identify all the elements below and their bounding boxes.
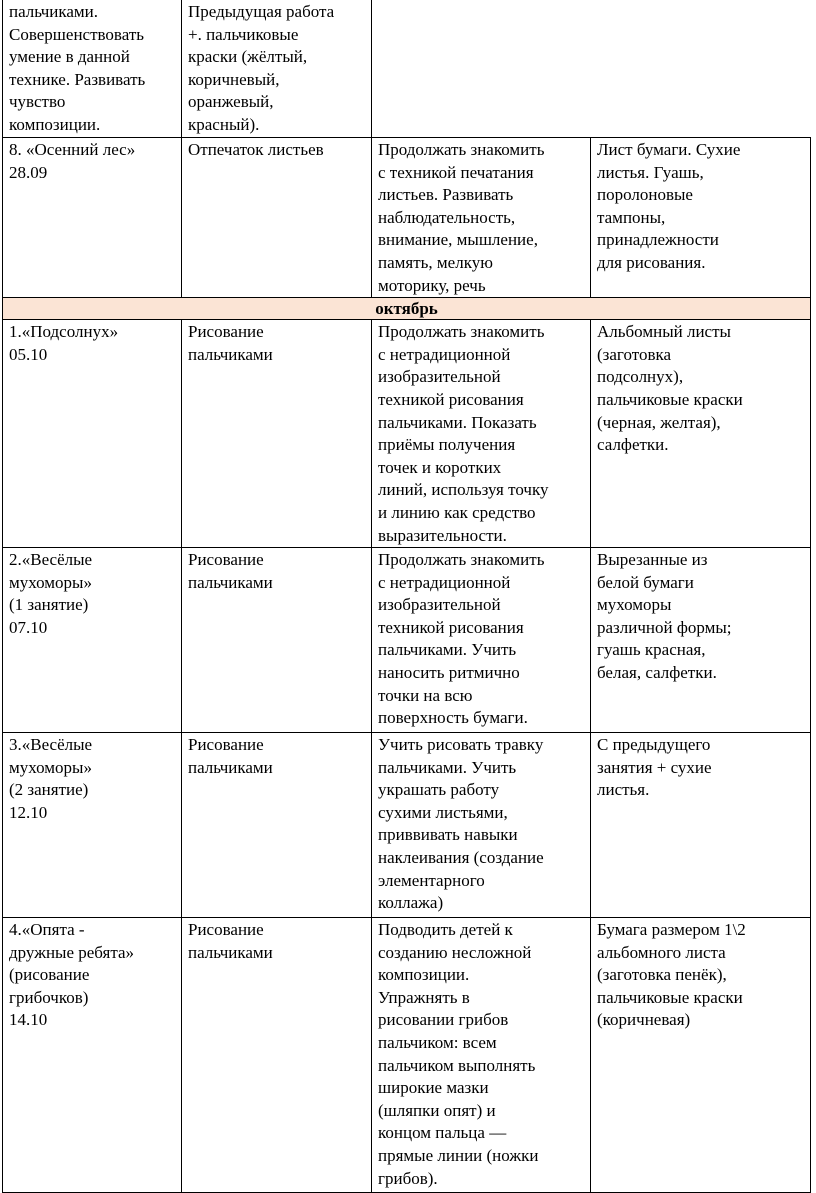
theme-cell: [3, 138, 182, 298]
goal-text: Продолжать знакомить с нетрадиционной изобразительной техникой рисования пальчиками. Показать приёмы получения точек и коротких линий, используя точку и линию как средство выразительности.: [378, 322, 549, 545]
technique-text: Рисование пальчиками: [188, 735, 273, 777]
material-text: Предыдущая работа +. пальчиковые краски (жёлтый, коричневый, оранжевый, красный).: [188, 2, 335, 134]
table-row-continued: [3, 0, 811, 138]
theme-cell: [3, 320, 182, 548]
technique-text: Рисование пальчиками: [188, 322, 273, 364]
material-text: С предыдущего занятия + сухие листья.: [597, 735, 712, 800]
material-cell: [591, 548, 811, 733]
theme-text: 2.«Весёлые мухоморы» (1 занятие) 07.10: [9, 550, 93, 637]
table-row-autumn-forest: [3, 138, 811, 298]
table-row-mushrooms-1: [3, 548, 811, 733]
technique-text: Рисование пальчиками: [188, 550, 273, 592]
lesson-plan-table: [2, 0, 811, 1193]
technique-cell: [182, 733, 372, 918]
goal-cell: [372, 138, 591, 298]
technique-text: Отпечаток листьев: [188, 140, 324, 159]
month-header-row: [3, 298, 811, 320]
material-cell: [591, 138, 811, 298]
table-row-honey-mushrooms: [3, 918, 811, 1193]
goal-cell: [3, 0, 182, 138]
theme-text: 8. «Осенний лес» 28.09: [9, 140, 136, 182]
theme-text: 1.«Подсолнух» 05.10: [9, 322, 119, 364]
material-text: Бумага размером 1\2 альбомного листа (заготовка пенёк), пальчиковые краски (коричневая): [597, 920, 746, 1030]
technique-cell: [182, 138, 372, 298]
goal-text: Подводить детей к созданию несложной композиции. Упражнять в рисовании грибов пальчиком: всем пальчиком выполнять широкие мазки (шляпки опят) и концом пальца — прямые линии (ножки грибов).: [378, 920, 539, 1188]
material-text: Лист бумаги. Сухие листья. Гуашь, поролоновые тампоны, принадлежности для рисования.: [597, 140, 741, 272]
goal-cell: [372, 548, 591, 733]
material-cell: [591, 320, 811, 548]
material-text: Вырезанные из белой бумаги мухоморы различной формы; гуашь красная, белая, салфетки.: [597, 550, 732, 683]
technique-text: Рисование пальчиками: [188, 920, 273, 962]
goal-cell: [372, 733, 591, 918]
theme-text: 4.«Опята - дружные ребята» (рисование грибочков) 14.10: [9, 920, 135, 1030]
goal-cell: [372, 918, 591, 1193]
material-text: Альбомный листы (заготовка подсолнух), пальчиковые краски (черная, желтая), салфетки.: [597, 322, 743, 455]
material-cell: [591, 733, 811, 918]
table-row-sunflower: [3, 320, 811, 548]
material-cell: [182, 0, 372, 138]
goal-text: пальчиками. Совершенствовать умение в данной технике. Развивать чувство композиции.: [9, 2, 146, 134]
theme-cell: [3, 918, 182, 1193]
goal-text: Продолжать знакомить с техникой печатания листьев. Развивать наблюдательность, внимание, мышление, память, мелкую моторику, речь: [378, 140, 545, 295]
goal-text: Продолжать знакомить с нетрадиционной изобразительной техникой рисования пальчиками. Учить наносить ритмично точки на всю поверхность бумаги.: [378, 550, 545, 728]
theme-text: 3.«Весёлые мухоморы» (2 занятие) 12.10: [9, 735, 93, 822]
material-cell: [591, 918, 811, 1193]
technique-cell: [182, 320, 372, 548]
table-row-mushrooms-2: [3, 733, 811, 918]
goal-cell: [372, 320, 591, 548]
empty-area: [372, 0, 811, 138]
theme-cell: [3, 733, 182, 918]
month-header: октябрь: [3, 298, 811, 320]
theme-cell: [3, 548, 182, 733]
technique-cell: [182, 918, 372, 1193]
technique-cell: [182, 548, 372, 733]
goal-text: Учить рисовать травку пальчиками. Учить украшать работу сухими листьями, приввивать навыки наклеивания (создание элементарного коллажа): [378, 735, 544, 913]
